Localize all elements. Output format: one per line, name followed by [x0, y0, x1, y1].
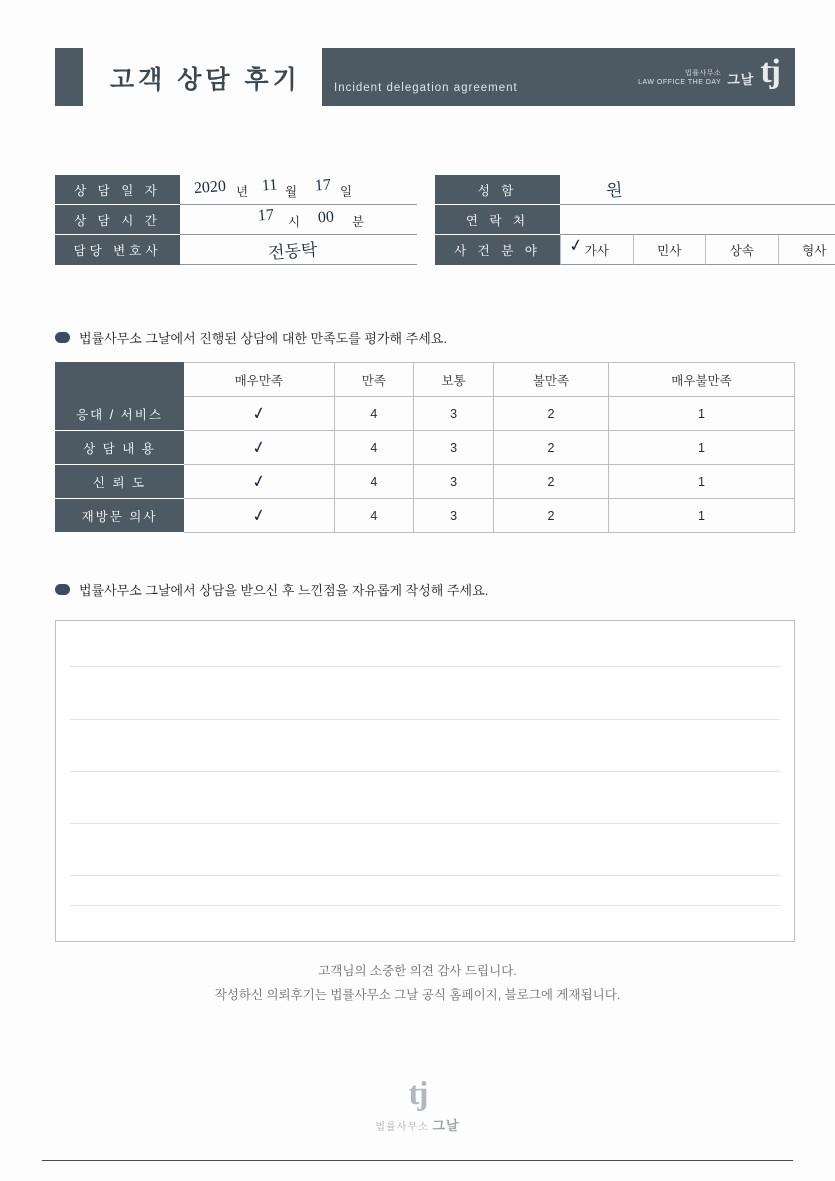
freeform-comment-box[interactable]	[55, 620, 795, 942]
header-blank	[56, 363, 184, 397]
row-label-service: 응대 / 서비스	[56, 397, 184, 431]
brand-mark-icon: tj	[760, 53, 779, 90]
lawyer-name-value: 전동탁	[267, 240, 319, 263]
section2-heading-text: 법률사무소 그날에서 상담을 받으신 후 느낀점을 자유롭게 작성해 주세요.	[79, 583, 489, 598]
value-lawyer[interactable]	[180, 235, 417, 265]
value-consult-date[interactable]	[180, 175, 417, 205]
case-field-check-mark: ✓	[567, 234, 585, 257]
date-month-unit: 월	[285, 185, 298, 199]
date-month-value: 11	[261, 176, 278, 195]
case-field-option-civil[interactable]	[633, 235, 706, 265]
date-year-value: 2020	[193, 177, 227, 198]
value-client-name[interactable]	[560, 175, 835, 205]
cell-trust-5[interactable]	[184, 465, 335, 499]
cell-service-3[interactable]: 3	[414, 397, 494, 431]
table-row	[56, 499, 795, 533]
value-contact[interactable]	[560, 205, 835, 235]
footer-line-1: 고객님의 소중한 의견 감사 드립니다.	[318, 964, 517, 978]
date-day-value: 17	[314, 176, 332, 195]
case-field-option-criminal[interactable]	[778, 235, 835, 265]
info-table-left	[55, 175, 417, 265]
check-mark-icon: ✓	[249, 504, 268, 526]
section-heading-satisfaction	[55, 328, 447, 347]
row-contact	[435, 205, 835, 235]
header-satisfied: 만족	[334, 363, 414, 397]
time-minute-unit: 분	[352, 215, 365, 229]
case-field-label-family: 가사	[584, 243, 609, 258]
header-very-dissatisfied: 매우불만족	[609, 363, 795, 397]
case-field-option-family[interactable]	[560, 235, 633, 265]
cell-service-5[interactable]	[184, 397, 335, 431]
label-client-name: 성 함	[435, 175, 560, 205]
ruled-line	[70, 823, 780, 824]
row-label-revisit: 재방문 의사	[56, 499, 184, 533]
value-consult-time[interactable]	[180, 205, 417, 235]
label-lawyer: 담당 변호사	[55, 235, 180, 265]
header-accent-block	[55, 48, 83, 106]
ruled-line	[70, 719, 780, 720]
ruled-line	[70, 905, 780, 906]
header-subtitle: Incident delegation agreement	[334, 82, 518, 94]
row-consult-time	[55, 205, 417, 235]
section1-heading-text: 법률사무소 그날에서 진행된 상담에 대한 만족도를 평가해 주세요.	[79, 331, 447, 346]
case-field-label-criminal: 형사	[802, 243, 827, 258]
check-mark-icon: ✓	[249, 436, 268, 458]
cell-service-4[interactable]: 4	[334, 397, 414, 431]
label-consult-time: 상 담 시 간	[55, 205, 180, 235]
ruled-line	[70, 875, 780, 876]
label-case-field: 사 건 분 야	[435, 235, 560, 265]
label-contact: 연 락 처	[435, 205, 560, 235]
cell-revisit-2[interactable]: 2	[493, 499, 608, 533]
brand-name-big: 그날	[727, 71, 755, 87]
bullet-icon	[55, 332, 70, 343]
case-field-label-inheritance: 상속	[729, 243, 754, 258]
footer-logo	[0, 1078, 835, 1134]
row-label-content: 상 담 내 용	[56, 431, 184, 465]
cell-trust-3[interactable]: 3	[414, 465, 494, 499]
cell-revisit-4[interactable]: 4	[334, 499, 414, 533]
date-day-unit: 일	[340, 185, 353, 199]
page-title: 고객 상담 후기	[110, 66, 301, 94]
footer-line-2: 작성하신 의뢰후기는 법률사무소 그날 공식 홈페이지, 블로그에 게재됩니다.	[214, 987, 621, 1002]
table-row	[56, 465, 795, 499]
check-mark-icon: ✓	[249, 402, 268, 424]
header-very-satisfied: 매우만족	[184, 363, 335, 397]
cell-revisit-3[interactable]: 3	[414, 499, 494, 533]
ruled-line	[70, 771, 780, 772]
row-consult-date	[55, 175, 417, 205]
cell-content-3[interactable]: 3	[414, 431, 494, 465]
header-neutral: 보통	[414, 363, 494, 397]
row-client-name	[435, 175, 835, 205]
case-field-label-civil: 민사	[657, 243, 682, 258]
cell-trust-2[interactable]: 2	[493, 465, 608, 499]
cell-trust-1[interactable]: 1	[609, 465, 795, 499]
row-label-trust: 신 뢰 도	[56, 465, 184, 499]
footer-brand-name	[0, 1115, 835, 1134]
footer-brand-big: 그날	[432, 1118, 460, 1133]
client-name-value: 원	[605, 180, 624, 201]
time-minute-value: 00	[317, 208, 335, 227]
satisfaction-table	[55, 362, 795, 533]
footer-message	[0, 960, 835, 1008]
time-hour-unit: 시	[288, 215, 301, 229]
cell-content-1[interactable]: 1	[609, 431, 795, 465]
brand-name-small: 법률사무소	[684, 70, 722, 78]
brand-mark-icon: tj	[408, 1076, 427, 1112]
table-header-row	[56, 363, 795, 397]
cell-revisit-5[interactable]	[184, 499, 335, 533]
table-row	[56, 431, 795, 465]
cell-service-2[interactable]: 2	[493, 397, 608, 431]
date-year-unit: 년	[236, 185, 249, 199]
cell-content-4[interactable]: 4	[334, 431, 414, 465]
document-header	[55, 48, 795, 106]
row-case-field	[435, 235, 835, 265]
row-lawyer	[55, 235, 417, 265]
cell-content-5[interactable]	[184, 431, 335, 465]
cell-service-1[interactable]: 1	[609, 397, 795, 431]
info-table-right	[435, 175, 835, 265]
bullet-icon	[55, 584, 70, 595]
section-heading-freeform	[55, 580, 488, 599]
cell-content-2[interactable]: 2	[493, 431, 608, 465]
table-row	[56, 397, 795, 431]
footer-brand-small: 법률사무소	[375, 1122, 429, 1133]
check-mark-icon: ✓	[249, 470, 268, 492]
header-dissatisfied: 불만족	[493, 363, 608, 397]
cell-trust-4[interactable]: 4	[334, 465, 414, 499]
brand-logo	[638, 53, 779, 90]
case-field-option-inheritance[interactable]	[705, 235, 778, 265]
ruled-line	[70, 666, 780, 667]
bottom-divider	[42, 1160, 793, 1161]
label-consult-date: 상 담 일 자	[55, 175, 180, 205]
brand-name-english: LAW OFFICE THE DAY	[638, 78, 722, 86]
header-bar	[322, 48, 795, 106]
time-hour-value: 17	[257, 206, 275, 225]
cell-revisit-1[interactable]: 1	[609, 499, 795, 533]
